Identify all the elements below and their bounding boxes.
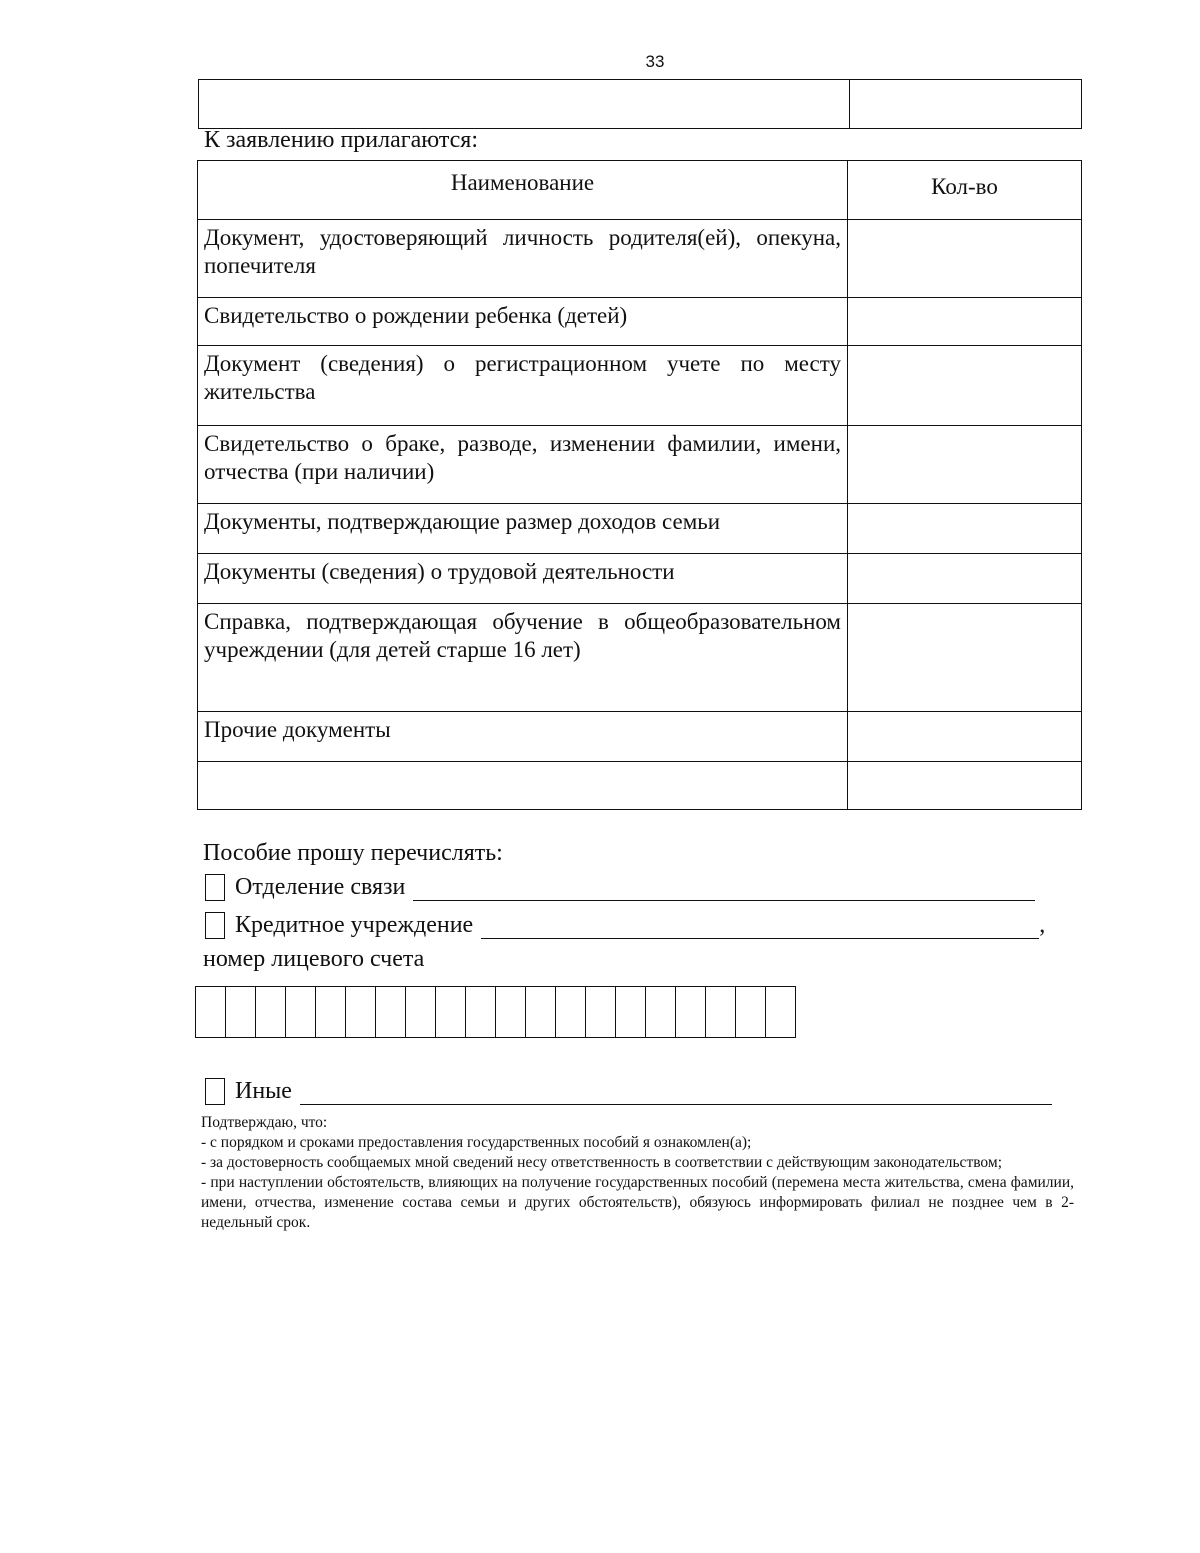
account-digit-cell[interactable] xyxy=(196,987,226,1037)
table-row xyxy=(198,220,1082,298)
account-digit-cell[interactable] xyxy=(466,987,496,1037)
option-bank-row xyxy=(205,912,1045,939)
other-label: Иные xyxy=(235,1078,292,1104)
column-header-qty: Кол-во xyxy=(848,161,1082,220)
column-header-name: Наименование xyxy=(198,161,848,220)
credit-institution-field[interactable] xyxy=(481,916,1039,939)
account-digit-cell[interactable] xyxy=(496,987,526,1037)
table-header-row xyxy=(198,161,1082,220)
account-digit-cell[interactable] xyxy=(766,987,796,1037)
attachments-heading: К заявлению прилагаются: xyxy=(204,127,479,153)
document-qty-cell[interactable] xyxy=(848,712,1082,762)
confirmation-intro: Подтверждаю, что: xyxy=(201,1114,328,1131)
post-office-checkbox[interactable] xyxy=(205,874,225,901)
account-digit-cell[interactable] xyxy=(226,987,256,1037)
table-row xyxy=(198,346,1082,426)
account-digit-cell[interactable] xyxy=(436,987,466,1037)
account-digit-cell[interactable] xyxy=(256,987,286,1037)
table-row xyxy=(198,504,1082,554)
document-qty-cell[interactable] xyxy=(848,504,1082,554)
document-name-cell: Документ, удостоверяющий личность родителя(ей), опекуна, попечителя xyxy=(198,220,848,298)
comma: , xyxy=(1039,912,1046,938)
credit-institution-checkbox[interactable] xyxy=(205,912,225,939)
document-qty-cell[interactable] xyxy=(848,346,1082,426)
account-digit-cell[interactable] xyxy=(316,987,346,1037)
attachments-table xyxy=(197,160,1082,810)
credit-institution-label: Кредитное учреждение xyxy=(235,912,474,938)
table-row xyxy=(198,554,1082,604)
document-name-cell: Документы, подтверждающие размер доходов семьи xyxy=(198,504,848,554)
account-digit-cell[interactable] xyxy=(526,987,556,1037)
post-office-label: Отделение связи xyxy=(235,874,406,900)
document-qty-cell[interactable] xyxy=(848,220,1082,298)
document-name-cell: Документ (сведения) о регистрационном учете по месту жительства xyxy=(198,346,848,426)
column-divider xyxy=(849,80,850,128)
other-checkbox[interactable] xyxy=(205,1078,225,1105)
document-qty-cell[interactable] xyxy=(848,426,1082,504)
account-digit-cell[interactable] xyxy=(406,987,436,1037)
account-digit-cell[interactable] xyxy=(706,987,736,1037)
option-other-row xyxy=(205,1078,1052,1105)
account-digit-cell[interactable] xyxy=(616,987,646,1037)
document-qty-cell[interactable] xyxy=(848,554,1082,604)
account-number-grid[interactable] xyxy=(195,986,796,1038)
table-row xyxy=(198,762,1082,810)
account-digit-cell[interactable] xyxy=(646,987,676,1037)
other-field[interactable] xyxy=(300,1082,1052,1105)
document-qty-cell[interactable] xyxy=(848,298,1082,346)
table-row xyxy=(198,712,1082,762)
table-row xyxy=(198,426,1082,504)
option-post-row xyxy=(205,874,1035,901)
document-name-cell: Документы (сведения) о трудовой деятельности xyxy=(198,554,848,604)
confirmation-item: - с порядком и сроками предоставления государственных пособий я ознакомлен(а); xyxy=(201,1134,752,1151)
document-qty-cell[interactable] xyxy=(848,604,1082,712)
account-digit-cell[interactable] xyxy=(676,987,706,1037)
previous-table-row xyxy=(198,79,1082,129)
confirmation-item: - при наступлении обстоятельств, влияющих на получение государственных пособий (перемена места жительства, смена фамилии, имени, отчества, изменение состава семьи и других обстоятельств), обязуюсь информировать филиал не позднее чем в 2-недельный срок. xyxy=(201,1174,1074,1231)
account-digit-cell[interactable] xyxy=(286,987,316,1037)
confirmation-item: - за достоверность сообщаемых мной сведений несу ответственность в соответствии с действующим законодательством; xyxy=(201,1154,1002,1171)
payment-heading: Пособие прошу перечислять: xyxy=(203,840,503,866)
document-name-cell: Справка, подтверждающая обучение в общеобразовательном учреждении (для детей старше 16 лет) xyxy=(198,604,848,712)
page-number: 33 xyxy=(645,52,665,71)
document-name-cell: Свидетельство о браке, разводе, изменении фамилии, имени, отчества (при наличии) xyxy=(198,426,848,504)
account-digit-cell[interactable] xyxy=(376,987,406,1037)
document-name-cell[interactable] xyxy=(198,762,848,810)
account-digit-cell[interactable] xyxy=(346,987,376,1037)
table-row xyxy=(198,298,1082,346)
table-row xyxy=(198,604,1082,712)
document-qty-cell[interactable] xyxy=(848,762,1082,810)
document-name-cell: Свидетельство о рождении ребенка (детей) xyxy=(198,298,848,346)
account-digit-cell[interactable] xyxy=(736,987,766,1037)
post-office-field[interactable] xyxy=(413,878,1035,901)
account-digit-cell[interactable] xyxy=(556,987,586,1037)
account-digit-cell[interactable] xyxy=(586,987,616,1037)
document-name-cell: Прочие документы xyxy=(198,712,848,762)
account-number-label: номер лицевого счета xyxy=(203,946,425,972)
confirmation-block xyxy=(201,1113,1074,1233)
